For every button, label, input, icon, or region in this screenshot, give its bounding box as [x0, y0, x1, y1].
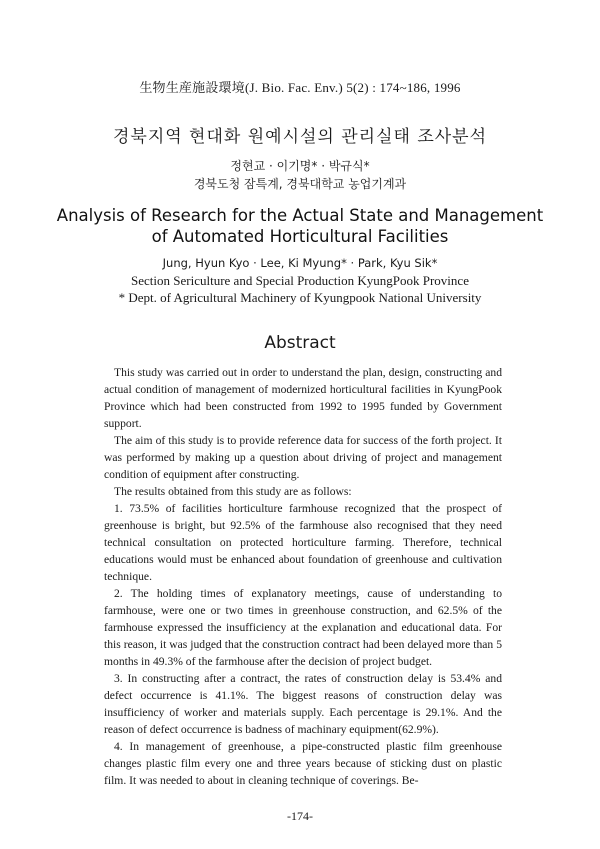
abstract-paragraph: 4. In management of greenhouse, a pipe-constructed plastic film greenhouse changes plastic film every one and three years because of sticking dust on plastic film. It was needed to about in cleaning technique of coverings. Be- [104, 740, 502, 787]
running-head: 生物生産施設環境(J. Bio. Fac. Env.) 5(2) : 174~186, 1996 [139, 80, 461, 95]
english-title-line-2: of Automated Horticultural Facilities [151, 227, 449, 246]
abstract-paragraph: This study was carried out in order to understand the plan, design, constructing and actual condition of management of modernized horticultural facilities in KyungPook Province which had been constructed from 1992 to 1995 funded by Government support. [104, 366, 502, 430]
page-number: -174- [287, 809, 313, 823]
abstract-body [104, 364, 502, 789]
korean-authors: 정현교 · 이기명* · 박규식* [230, 159, 370, 173]
abstract-paragraph: 1. 73.5% of facilities horticulture farmhouse recognized that the prospect of greenhouse is bright, but 92.5% of the farmhouse also recognised that they need technical consultation on protected horticulture farming. Therefore, technical educations would must be enhanced about foundation of greenhouse and cultivation technique. [104, 502, 502, 583]
english-affiliation-1: Section Sericulture and Special Production KyungPook Province [131, 273, 469, 288]
english-authors: Jung, Hyun Kyo · Lee, Ki Myung* · Park, Kyu Sik* [162, 256, 438, 270]
korean-affiliation: 경북도청 잠특계, 경북대학교 농업기계과 [193, 177, 407, 191]
english-title [30, 205, 570, 247]
korean-title: 경북지역 현대화 원예시설의 관리실태 조사분석 [112, 127, 488, 147]
abstract-paragraph: 2. The holding times of explanatory meetings, cause of understanding to farmhouse, were one or two times in greenhouse construction, and 62.5% of the farmhouse expressed the insufficiency at the explanation and educational data. For this reason, it was judged that the construction contract had been delayed more than 5 months in 49.3% of the farmhouse after the decision of project budget. [104, 587, 502, 668]
abstract-heading: Abstract [264, 333, 336, 353]
abstract-paragraph: The aim of this study is to provide reference data for success of the forth project. It was performed by making up a question about driving of project and management condition of equipment after constructing. [104, 434, 502, 481]
abstract-paragraph: 3. In constructing after a contract, the rates of construction delay is 53.4% and defect occurrence is 41.1%. The biggest reasons of construction delay was insufficiency of worker and materials supply. Each percentage is 29.1%. And the reason of defect occurrence is badness of machinary equipment(62.9%). [104, 672, 502, 736]
english-affiliation-2: * Dept. of Agricultural Machinery of Kyungpook National University [118, 290, 482, 305]
abstract-paragraph: The results obtained from this study are as follows: [114, 485, 352, 498]
english-title-line-1: Analysis of Research for the Actual State and Management [56, 206, 544, 225]
